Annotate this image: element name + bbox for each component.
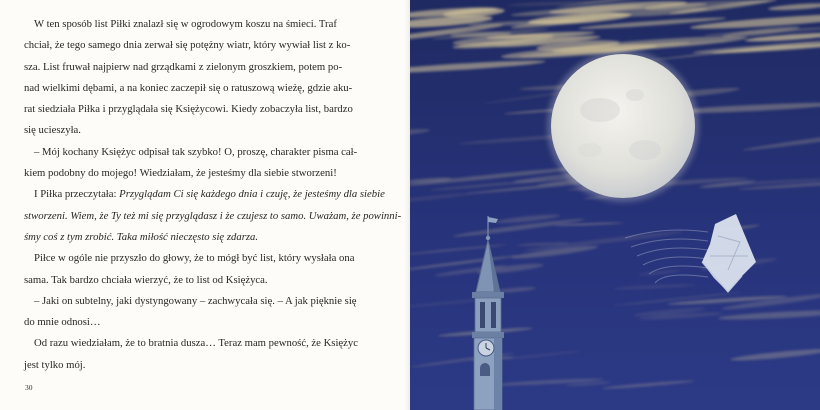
story-text xyxy=(24,14,402,376)
text-line xyxy=(24,291,374,312)
narrative-text: się ucieszyła. xyxy=(24,124,81,137)
narrative-text: nad wielkimi dębami, a na koniec zaczepił się o ratuszową wieżę, gdzie aku- xyxy=(24,81,353,94)
text-line xyxy=(24,142,374,163)
letter-quote-text: śmy coś z tym zrobić. Taka miłość nieczęsto się zdarza. xyxy=(24,230,259,243)
narrative-text: do mnie odnosi… xyxy=(24,316,101,329)
narrative-text: – Jaki on subtelny, jaki dystyngowany – zachwycała się. – A jak pięknie się xyxy=(34,294,357,307)
text-line xyxy=(24,270,374,291)
text-line xyxy=(24,312,374,333)
narrative-text: chciał, że tego samego dnia zerwał się potężny wiatr, który wywiał list z ko- xyxy=(24,39,351,52)
narrative-text: W ten sposób list Piłki znalazł się w ogrodowym koszu na śmieci. Traf xyxy=(34,18,337,30)
text-line xyxy=(24,184,385,205)
text-line xyxy=(24,120,374,141)
narrative-text: kiem podobny do mojego! Wiedziałam, że jesteśmy dla siebie stworzeni! xyxy=(24,167,337,180)
text-line xyxy=(24,14,374,35)
text-line xyxy=(24,206,402,227)
letter-quote-text: stworzeni. Wiem, że Ty też mi się przyglądasz i że czujesz to samo. Uważam, że powinni- xyxy=(24,209,402,222)
text-line xyxy=(24,99,374,120)
narrative-text: I Piłka przeczytała: xyxy=(34,188,120,201)
text-line xyxy=(24,78,374,99)
text-line xyxy=(24,57,374,78)
narrative-text: – Mój kochany Księżyc odpisał tak szybko! O, proszę, charakter pisma cał- xyxy=(34,145,358,158)
text-line xyxy=(24,227,374,248)
narrative-text: rat siedziała Piłka i przyglądała się Księżycowi. Kiedy zobaczyła list, bardzo xyxy=(24,103,353,116)
text-line xyxy=(24,333,374,354)
text-line xyxy=(24,355,374,376)
narrative-text: Od razu wiedziałam, że to bratnia dusza… Teraz mam pewność, że Księżyc xyxy=(34,337,358,350)
narrative-text: sama. Tak bardzo chciała wierzyć, że to list od Księżyca. xyxy=(24,273,268,286)
illustration-page xyxy=(410,0,820,410)
moon xyxy=(547,50,699,202)
text-line xyxy=(24,35,374,56)
narrative-text: sza. List fruwał najpierw nad grządkami z zielonym groszkiem, potem po- xyxy=(24,60,343,73)
text-line xyxy=(24,248,374,269)
letter-quote-text: Przyglądam Ci się każdego dnia i czuję, że jesteśmy dla siebie xyxy=(119,188,385,201)
page-number: 30 xyxy=(25,383,33,392)
text-line xyxy=(24,163,374,184)
narrative-text: Piłce w ogóle nie przyszło do głowy, że to mógł być list, który wysłała ona xyxy=(34,252,355,265)
narrative-text: jest tylko mój. xyxy=(24,358,86,371)
night-sky-illustration xyxy=(410,0,820,410)
